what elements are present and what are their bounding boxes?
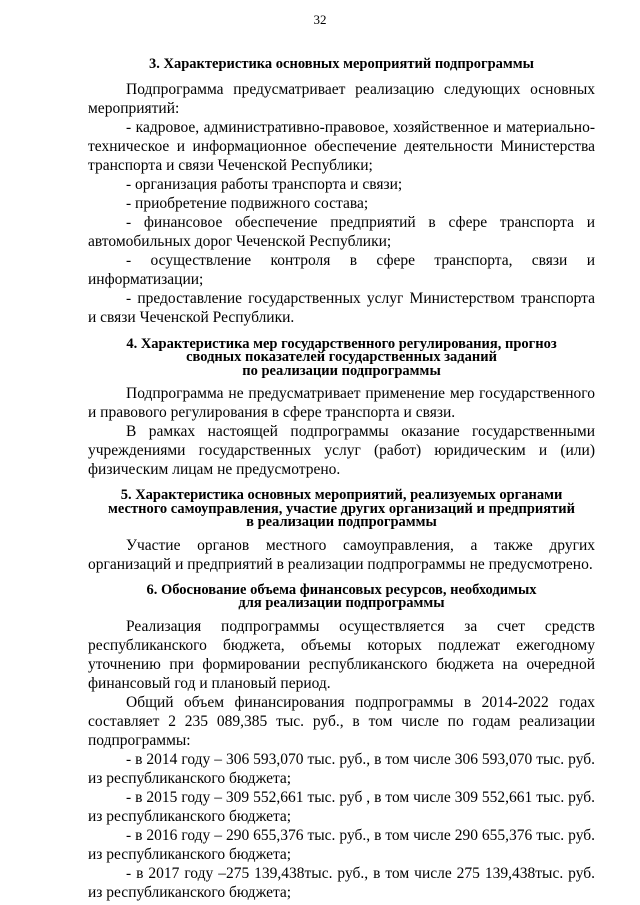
section-3-item: - приобретение подвижного состава; <box>126 194 369 212</box>
section-3-heading: 3. Характеристика основных мероприятий подпрограммы <box>149 56 534 72</box>
section-5-heading-line: местного самоуправления, участие других организаций и предприятий <box>108 500 575 517</box>
section-4-paragraph: Подпрограмма не предусматривает применение мер государственного и правового регулирования в сфере транспорта и связи. <box>88 385 595 421</box>
section-3 <box>88 58 595 327</box>
section-3-item: - кадровое, административно-правовое, хозяйственное и материально-техническое и информационное обеспечение деятельности Министерства транспорта и связи Чеченской Республики; <box>88 118 595 174</box>
section-4-heading-line: по реализации подпрограммы <box>242 362 441 379</box>
section-3-item: - организация работы транспорта и связи; <box>126 175 403 193</box>
section-6-year-item: - в 2017 году –275 139,438тыс. руб., в том числе 275 139,438тыс. руб. из республиканского бюджета; <box>88 864 595 901</box>
section-6 <box>88 581 595 902</box>
section-5-heading-line: 5. Характеристика основных мероприятий, реализуемых органами <box>120 487 563 503</box>
section-6-year-item: - в 2016 году – 290 655,376 тыс. руб., в том числе 290 655,376 тыс. руб. из республиканского бюджета; <box>88 826 595 863</box>
section-3-item: - финансовое обеспечение предприятий в сфере транспорта и автомобильных дорог Чеченской Республики; <box>88 213 595 250</box>
section-6-paragraph: Реализация подпрограммы осуществляется за счет средств республиканского бюджета, объемы которых подлежат ежегодному уточнению при формировании республиканского бюджета на очередной финансовый год и плановый период. <box>88 617 595 692</box>
section-5-paragraph: Участие органов местного самоуправления, а также других организаций и предприятий в реализации подпрограммы не предусмотрено. <box>88 536 595 573</box>
section-4-heading-line: 4. Характеристика мер государственного регулирования, прогноз <box>126 335 557 352</box>
section-6-heading-line: 6. Обоснование объема финансовых ресурсов, необходимых <box>146 581 537 598</box>
section-4 <box>88 335 595 480</box>
section-6-heading-line: для реализации подпрограммы <box>238 595 445 611</box>
section-4-paragraph: В рамках настоящей подпрограммы оказание государственными учреждениями государственных услуг (работ) юридическим и (или) физическим лицам не предусмотрено. <box>88 423 595 478</box>
section-4-heading <box>88 335 595 379</box>
section-5 <box>88 489 595 574</box>
section-3-item: - осуществление контроля в сфере транспорта, связи и информатизации; <box>88 251 595 288</box>
section-6-year-item: - в 2015 году – 309 552,661 тыс. руб , в том числе 309 552,661 тыс. руб. из республиканского бюджета; <box>88 788 595 825</box>
page-number: 32 <box>313 12 327 27</box>
section-5-heading-line: в реализации подпрограммы <box>246 514 437 530</box>
section-3-item: - предоставление государственных услуг Министерством транспорта и связи Чеченской Республики. <box>88 289 595 326</box>
page-content <box>88 58 595 902</box>
section-6-year-item: - в 2014 году – 306 593,070 тыс. руб., в том числе 306 593,070 тыс. руб. из республиканского бюджета; <box>88 750 595 787</box>
section-4-heading-line: сводных показателей государственных заданий <box>186 349 497 365</box>
section-5-heading <box>88 489 595 530</box>
section-3-intro: Подпрограмма предусматривает реализацию следующих основных мероприятий: <box>88 80 595 117</box>
section-6-paragraph: Общий объем финансирования подпрограммы в 2014-2022 годах составляет 2 235 089,385 тыс. руб., в том числе по годам реализации подпрограммы: <box>88 693 595 749</box>
section-6-heading <box>88 581 595 611</box>
